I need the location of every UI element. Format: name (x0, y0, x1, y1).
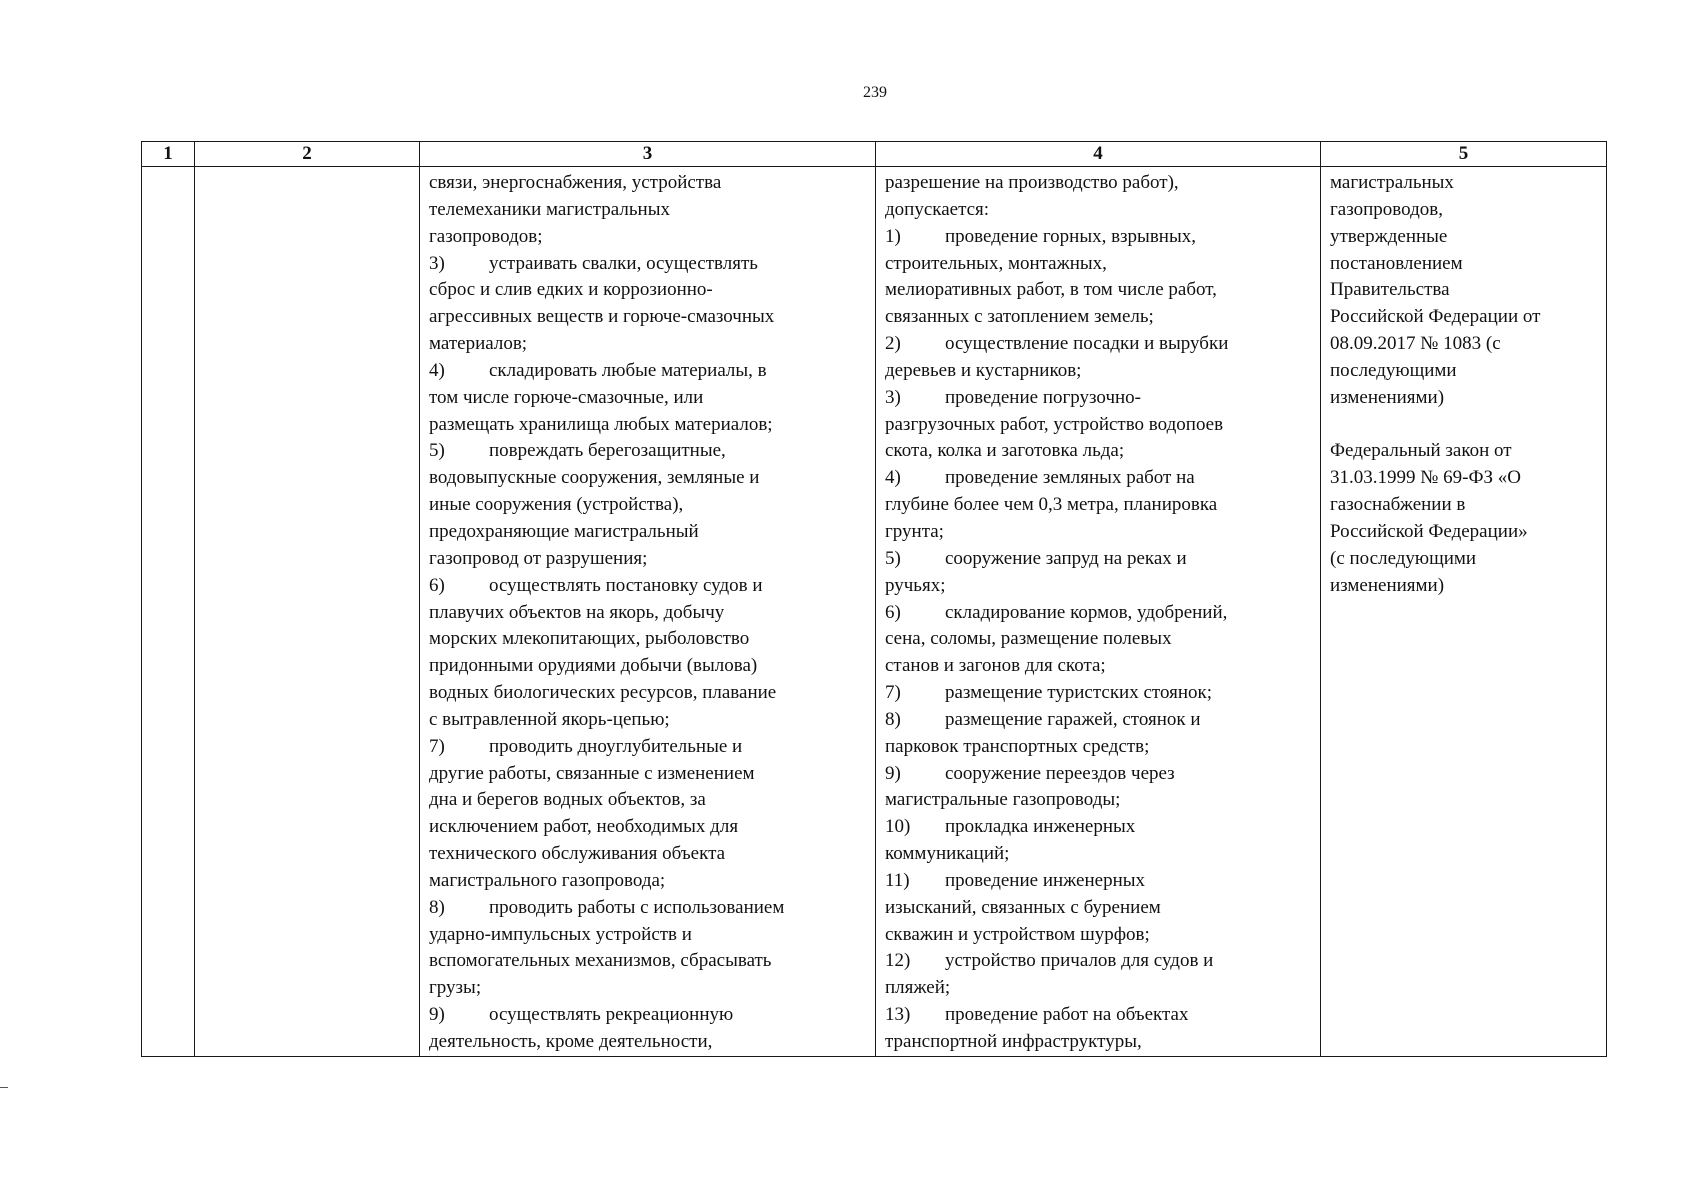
page-number: 239 (863, 84, 887, 101)
text-line: строительных, монтажных, (885, 252, 1107, 274)
text-line: материалов; (429, 333, 528, 355)
list-item-text: повреждать берегозащитные, (489, 440, 726, 462)
list-item (429, 251, 867, 278)
table-header (142, 142, 1607, 167)
text-line: придонными орудиями добычи (вылова) (429, 655, 758, 677)
text-line: разрешение на производство работ), (885, 172, 1179, 193)
text-line: грузы; (429, 977, 482, 999)
list-item-number: 7) (885, 682, 901, 704)
text-line: связанных с затоплением земель; (885, 306, 1154, 328)
text-line: коммуникаций; (885, 843, 1010, 865)
list-item-text: проведение земляных работ на (945, 467, 1195, 489)
list-item-number: 8) (429, 896, 445, 918)
text-line: ручьях; (885, 574, 946, 596)
text-line: Российской Федерации» (1330, 520, 1528, 542)
text-line: морских млекопитающих, рыболовство (429, 628, 750, 650)
text-line: размещать хранилища любых материалов; (429, 413, 773, 435)
list-item (429, 895, 867, 922)
text-line: скота, колка и заготовка льда; (885, 440, 1125, 462)
text-line: Российской Федерации от (1330, 306, 1541, 328)
list-item (429, 734, 867, 761)
list-item-number: 3) (429, 252, 445, 274)
list-item-text: проведение погрузочно- (945, 386, 1141, 408)
cell-col-1 (142, 167, 195, 1057)
text-line: изменениями) (1330, 574, 1445, 596)
header-row (142, 142, 1607, 167)
text-line: газопровод от разрушения; (429, 547, 648, 569)
list-item-text: прокладка инженерных (945, 816, 1136, 838)
text-line: скважин и устройством шурфов; (885, 923, 1150, 945)
text-line: газопроводов, (1330, 198, 1443, 220)
text-line: газопроводов; (429, 225, 543, 247)
list-item-text: размещение туристских стоянок; (945, 682, 1213, 704)
text-line: мелиоративных работ, в том числе работ, (885, 279, 1217, 301)
regulation-table (141, 141, 1607, 1057)
text-line: предохраняющие магистральный (429, 520, 699, 542)
text-line: газоснабжении в (1330, 494, 1466, 516)
margin-mark (0, 1087, 8, 1088)
list-item-text: устройство причалов для судов и (945, 950, 1214, 972)
text-line: плавучих объектов на якорь, добычу (429, 601, 725, 623)
text-line: агрессивных веществ и горюче-смазочных (429, 306, 775, 328)
text-line: водовыпускные сооружения, земляные и (429, 467, 760, 489)
list-item-text: сооружение запруд на реках и (945, 547, 1187, 569)
text-line: ударно-импульсных устройств и (429, 923, 692, 945)
blank-line (1330, 412, 1598, 439)
list-item-text: размещение гаражей, стоянок и (945, 708, 1201, 730)
text-line: разгрузочных работ, устройство водопоев (885, 413, 1224, 435)
list-item-number: 4) (885, 467, 901, 489)
text-line: дна и берегов водных объектов, за (429, 789, 706, 811)
list-item-number: 7) (429, 735, 445, 757)
list-item (885, 868, 1312, 895)
cell-col-2 (195, 167, 420, 1057)
list-item-number: 3) (885, 386, 901, 408)
list-item-text: осуществление посадки и вырубки (945, 333, 1229, 355)
text-line: глубине более чем 0,3 метра, планировка (885, 494, 1218, 516)
column-header-3: 3 (420, 142, 876, 167)
list-item-number: 13) (885, 1004, 911, 1026)
text-line: изменениями) (1330, 386, 1445, 408)
list-item (429, 573, 867, 600)
list-item-text: проводить работы с использованием (489, 896, 785, 918)
list-item-text: проводить дноуглубительные и (489, 735, 743, 757)
list-item (885, 707, 1312, 734)
table-row (142, 167, 1607, 1057)
list-item-text: складировать любые материалы, в (489, 359, 767, 381)
list-item (885, 600, 1312, 627)
list-item-number: 6) (885, 601, 901, 623)
list-item (429, 438, 867, 465)
list-item (885, 680, 1312, 707)
list-item-text: осуществлять рекреационную (489, 1004, 734, 1026)
list-item-text: проведение горных, взрывных, (945, 225, 1196, 247)
text-line: утвержденные (1330, 225, 1448, 247)
cell-col-3 (420, 167, 876, 1057)
text-line: Правительства (1330, 279, 1450, 301)
list-item-text: устраивать свалки, осуществлять (489, 252, 758, 274)
text-line: изысканий, связанных с бурением (885, 896, 1161, 918)
column-header-1: 1 (142, 142, 195, 167)
text-line: технического обслуживания объекта (429, 843, 726, 865)
text-line: телемеханики магистральных (429, 198, 670, 220)
list-item-number: 9) (885, 762, 901, 784)
text-line: станов и загонов для скота; (885, 655, 1106, 677)
column-header-2: 2 (195, 142, 420, 167)
text-line: деревьев и кустарников; (885, 359, 1082, 381)
column-header-5: 5 (1321, 142, 1607, 167)
text-line: парковок транспортных средств; (885, 735, 1150, 757)
list-item (885, 948, 1312, 975)
text-line: том числе горюче-смазочные, или (429, 386, 704, 408)
list-item-number: 8) (885, 708, 901, 730)
text-line: сена, соломы, размещение полевых (885, 628, 1172, 650)
list-item-number: 5) (885, 547, 901, 569)
list-item-number: 4) (429, 359, 445, 381)
list-item-text: проведение инженерных (945, 869, 1146, 891)
text-line: последующими (1330, 359, 1457, 381)
list-item-number: 11) (885, 869, 910, 891)
text-line: иные сооружения (устройства), (429, 494, 684, 516)
text-line: 08.09.2017 № 1083 (с (1330, 333, 1501, 355)
list-item-text: складирование кормов, удобрений, (945, 601, 1228, 623)
list-item-number: 5) (429, 440, 445, 462)
text-line: магистральных (1330, 172, 1454, 193)
list-item (885, 814, 1312, 841)
text-line: Федеральный закон от (1330, 440, 1512, 462)
list-item (885, 1002, 1312, 1029)
text-line: водных биологических ресурсов, плавание (429, 682, 777, 704)
column-header-4: 4 (876, 142, 1321, 167)
text-line: 31.03.1999 № 69-ФЗ «О (1330, 467, 1521, 489)
text-line: вспомогательных механизмов, сбрасывать (429, 950, 772, 972)
text-line: допускается: (885, 198, 990, 220)
list-item-number: 12) (885, 950, 911, 972)
text-line: другие работы, связанные с изменением (429, 762, 755, 784)
list-item (885, 546, 1312, 573)
list-item-number: 9) (429, 1004, 445, 1026)
list-item-text: осуществлять постановку судов и (489, 574, 763, 596)
list-item-number: 2) (885, 333, 901, 355)
text-line: транспортной инфраструктуры, (885, 1031, 1142, 1052)
text-line: сброс и слив едких и коррозионно- (429, 279, 713, 301)
text-line: с вытравленной якорь-цепью; (429, 708, 670, 730)
list-item-text: сооружение переездов через (945, 762, 1175, 784)
list-item (885, 224, 1312, 251)
text-line: связи, энергоснабжения, устройства (429, 172, 722, 193)
text-line: постановлением (1330, 252, 1463, 274)
list-item-number: 6) (429, 574, 445, 596)
list-item (885, 465, 1312, 492)
list-item-number: 1) (885, 225, 901, 247)
text-line: исключением работ, необходимых для (429, 816, 739, 838)
list-item (885, 385, 1312, 412)
list-item (429, 358, 867, 385)
text-line: (с последующими (1330, 547, 1477, 569)
list-item-number: 10) (885, 816, 911, 838)
list-item (885, 331, 1312, 358)
list-item-text: проведение работ на объектах (945, 1004, 1189, 1026)
text-line: магистральные газопроводы; (885, 789, 1121, 811)
text-line: деятельность, кроме деятельности, (429, 1031, 713, 1052)
text-line: магистрального газопровода; (429, 869, 666, 891)
text-line: грунта; (885, 520, 944, 542)
list-item (885, 761, 1312, 788)
cell-col-4 (876, 167, 1321, 1057)
list-item (429, 1002, 867, 1029)
cell-col-5 (1321, 167, 1607, 1057)
text-line: пляжей; (885, 977, 951, 999)
